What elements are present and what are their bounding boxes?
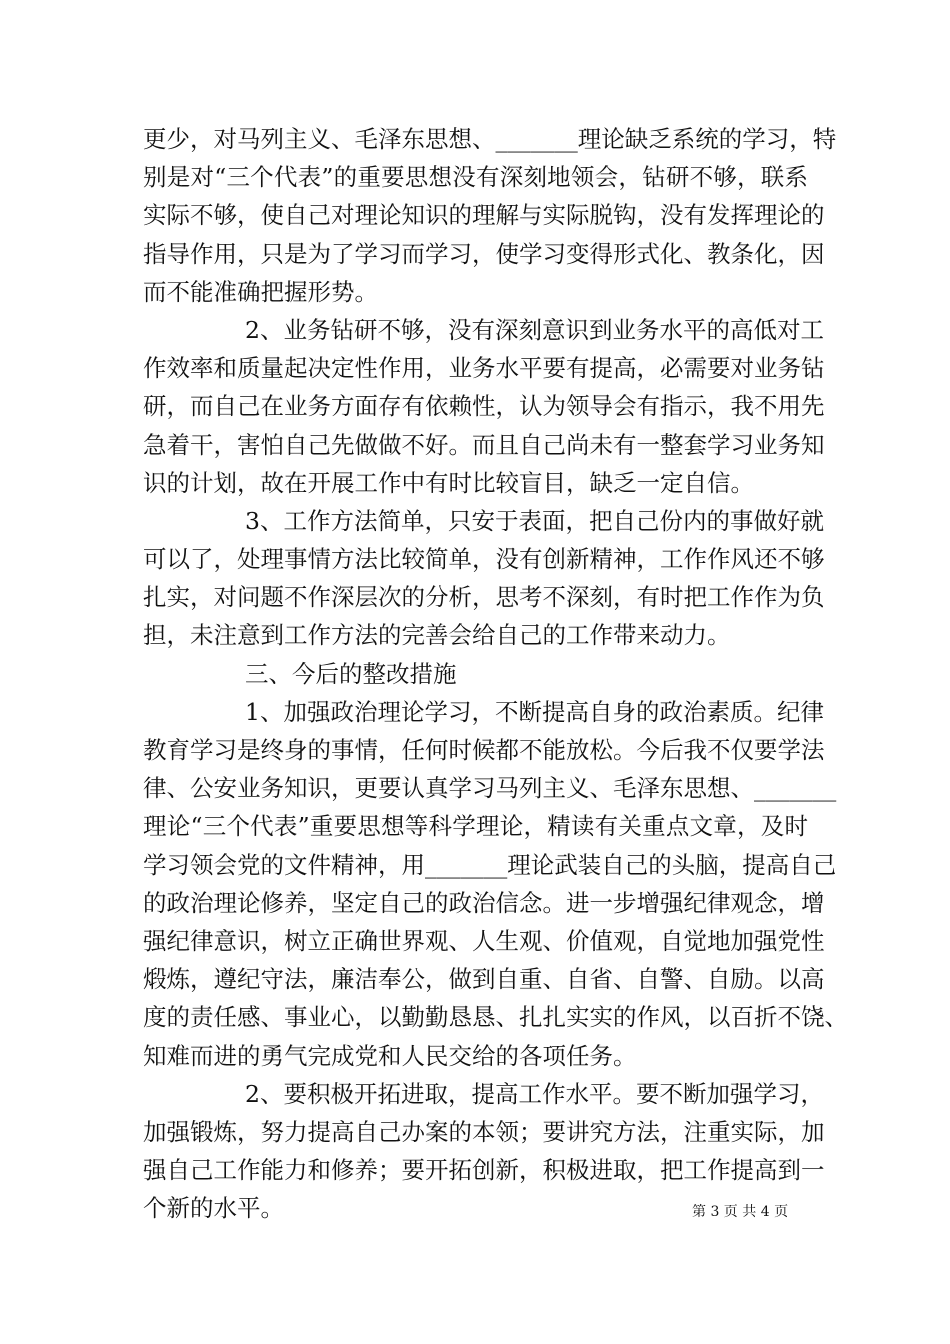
text-line: 急着干，害怕自己先做做不好。而且自己尚未有一整套学习业务知	[143, 430, 825, 459]
text-line: 3、工作方法简单，只安于表面，把自己份内的事做好就	[245, 506, 824, 535]
text-line: 研，而自己在业务方面存有依赖性，认为领导会有指示，我不用先	[143, 392, 825, 421]
text-line: 2、要积极开拓进取，提高工作水平。要不断加强学习，	[245, 1079, 824, 1108]
text-line: 可以了，处理事情方法比较简单，没有创新精神，工作作风还不够	[143, 545, 825, 574]
text-line: 1、加强政治理论学习，不断提高自身的政治素质。纪律	[245, 697, 824, 726]
text-line: 而不能准确把握形势。	[143, 277, 378, 306]
text-line: 作效率和质量起决定性作用，业务水平要有提高，必需要对业务钻	[143, 354, 825, 383]
text-line: 强纪律意识，树立正确世界观、人生观、价值观，自觉地加强党性	[143, 926, 825, 955]
section-heading: 三、今后的整改措施	[245, 659, 457, 688]
text-line: 强自己工作能力和修养；要开拓创新，积极进取，把工作提高到一	[143, 1156, 825, 1185]
text-line: 个新的水平。	[143, 1194, 284, 1223]
body-text	[143, 120, 848, 1227]
text-line: 指导作用，只是为了学习而学习，使学习变得形式化、教条化，因	[143, 239, 825, 268]
text-line: 教育学习是终身的事情，任何时候都不能放松。今后我不仅要学法	[143, 736, 825, 764]
text-line: 扎实，对问题不作深层次的分析，思考不深刻，有时把工作作为负	[143, 583, 825, 612]
text-line: 别是对“三个代表”的重要思想没有深刻地领会，钻研不够，联系	[143, 163, 808, 192]
text-line: 的政治理论修养，坚定自己的政治信念。进一步增强纪律观念，增	[143, 888, 825, 917]
text-line: 律、公安业务知识，更要认真学习马列主义、毛泽东思想、_______	[143, 774, 837, 803]
text-line: 2、业务钻研不够，没有深刻意识到业务水平的高低对工	[245, 315, 824, 344]
text-line: 知难而进的勇气完成党和人民交给的各项任务。	[143, 1041, 637, 1070]
text-line: 度的责任感、事业心，以勤勤恳恳、扎扎实实的作风，以百折不饶、	[143, 1003, 848, 1032]
text-line: 担，未注意到工作方法的完善会给自己的工作带来动力。	[143, 621, 731, 650]
text-line: 理论“三个代表”重要思想等科学理论，精读有关重点文章，及时	[143, 812, 808, 841]
text-line: 识的计划，故在开展工作中有时比较盲目，缺乏一定自信。	[143, 468, 754, 497]
text-line: 加强锻炼，努力提高自己办案的本领；要讲究方法，注重实际，加	[143, 1117, 825, 1146]
text-line: 煅炼，遵纪守法，廉洁奉公，做到自重、自省、自警、自励。以高	[143, 965, 825, 994]
text-line: 学习领会党的文件精神，用_______理论武装自己的头脑，提高自己	[143, 850, 837, 879]
text-line: 实际不够，使自己对理论知识的理解与实际脱钩，没有发挥理论的	[143, 201, 825, 230]
text-line: 更少，对马列主义、毛泽东思想、_______理论缺乏系统的学习，特	[143, 125, 837, 153]
page-number: 第 3 页 共 4 页	[692, 1204, 789, 1220]
